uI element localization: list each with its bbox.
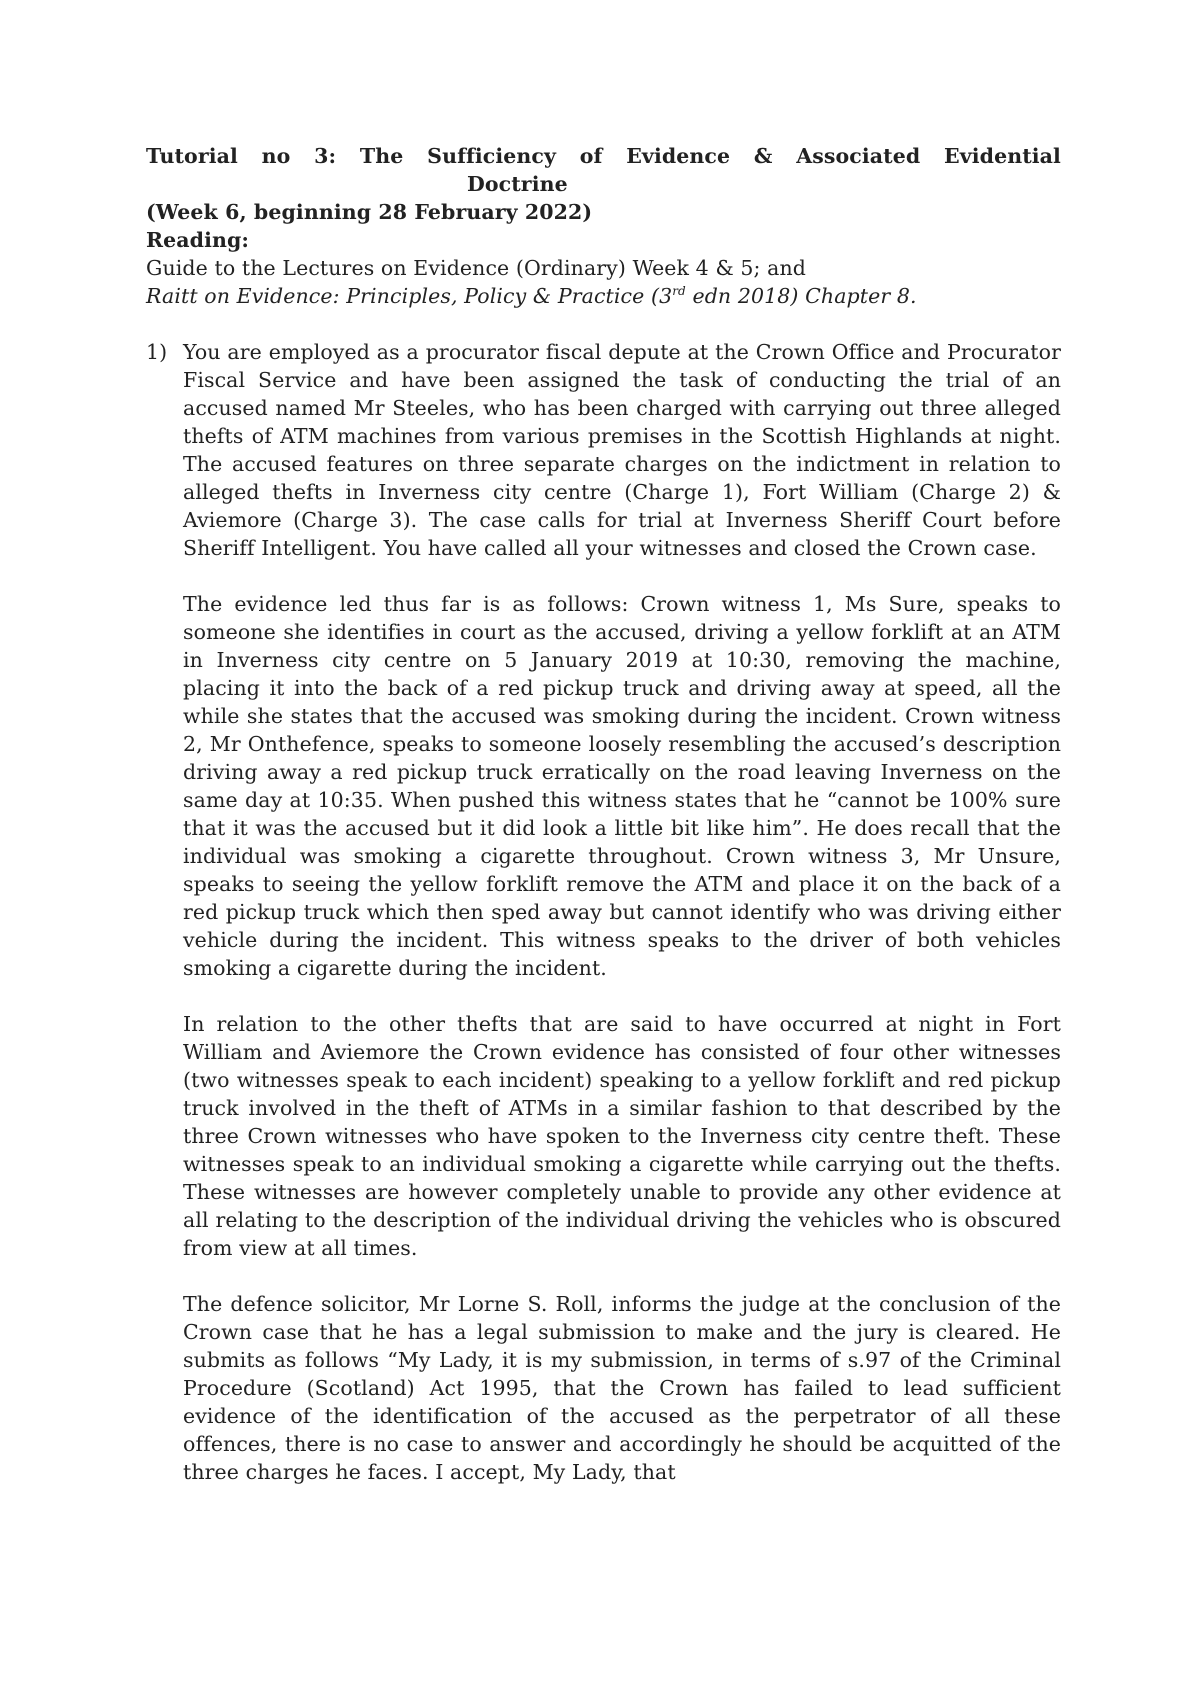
reading-raitt <box>146 282 1061 310</box>
title-word: & <box>753 144 773 168</box>
reading-guide: Guide to the Lectures on Evidence (Ordinary) Week 4 & 5; and <box>146 256 807 280</box>
title-word: 3: <box>314 144 337 168</box>
title-word: Tutorial <box>146 144 238 168</box>
raitt-superscript: rd <box>672 284 686 299</box>
document-page <box>146 142 1061 1486</box>
raitt-text-end: edn 2018) Chapter 8. <box>685 284 917 308</box>
reading-heading: Reading: <box>146 228 250 252</box>
question-body <box>183 338 1061 1486</box>
title-word: The <box>359 144 404 168</box>
title-word: of <box>579 144 603 168</box>
question-paragraph: The defence solicitor, Mr Lorne S. Roll, informs the judge at the conclusion of the Crown case that he has a legal submission to make and the jury is cleared. He submits as follows “My Lady, it is my submission, in terms of s.97 of the Criminal Procedure (Scotland) Act 1995, that the Crown has failed to lead sufficient evidence of the identification of the accused as the perpetrator of all these offences, there is no case to answer and accordingly he should be acquitted of the three charges he faces. I accept, My Lady, that <box>183 1292 1061 1484</box>
question-number: 1) <box>146 340 168 364</box>
week-subtitle: (Week 6, beginning 28 February 2022) <box>146 200 593 224</box>
title-word: Associated <box>796 144 921 168</box>
title-word: no <box>261 144 291 168</box>
tutorial-title-continuation: Doctrine <box>467 172 568 196</box>
question-paragraph: You are employed as a procurator fiscal depute at the Crown Office and Procurator Fiscal Service and have been assigned the task of conducting the trial of an accused named Mr Steeles, who has been charged with carrying out three alleged thefts of ATM machines from various premises in the Scottish Highlands at night. The accused features on three separate charges on the indictment in relation to alleged thefts in Inverness city centre (Charge 1), Fort William (Charge 2) & Aviemore (Charge 3). The case calls for trial at Inverness Sheriff Court before Sheriff Intelligent. You have called all your witnesses and closed the Crown case. <box>183 340 1061 560</box>
raitt-text: Raitt on Evidence: Principles, Policy & Practice (3 <box>146 284 673 308</box>
title-word: Evidential <box>944 144 1061 168</box>
question-paragraph: In relation to the other thefts that are said to have occurred at night in Fort William and Aviemore the Crown evidence has consisted of four other witnesses (two witnesses speak to each incident) speaking to a yellow forklift and red pickup truck involved in the theft of ATMs in a similar fashion to that described by the three Crown witnesses who have spoken to the Inverness city centre theft. These witnesses speak to an individual smoking a cigarette while carrying out the thefts. These witnesses are however completely unable to provide any other evidence at all relating to the description of the individual driving the vehicles who is obscured from view at all times. <box>183 1012 1061 1260</box>
title-word: Evidence <box>626 144 731 168</box>
question-paragraph: The evidence led thus far is as follows: Crown witness 1, Ms Sure, speaks to someone she identifies in court as the accused, driving a yellow forklift at an ATM in Inverness city centre on 5 January 2019 at 10:30, removing the machine, placing it into the back of a red pickup truck and driving away at speed, all the while she states that the accused was smoking during the incident. Crown witness 2, Mr Onthefence, speaks to someone loosely resembling the accused’s description driving away a red pickup truck erratically on the road leaving Inverness on the same day at 10:35. When pushed this witness states that he “cannot be 100% sure that it was the accused but it did look a little bit like him”. He does recall that the individual was smoking a cigarette throughout. Crown witness 3, Mr Unsure, speaks to seeing the yellow forklift remove the ATM and place it on the back of a red pickup truck which then sped away but cannot identify who was driving either vehicle during the incident. This witness speaks to the driver of both vehicles smoking a cigarette during the incident. <box>183 592 1061 980</box>
question-1 <box>146 338 1061 1486</box>
title-word: Sufficiency <box>427 144 557 168</box>
tutorial-title-line <box>146 142 1061 170</box>
